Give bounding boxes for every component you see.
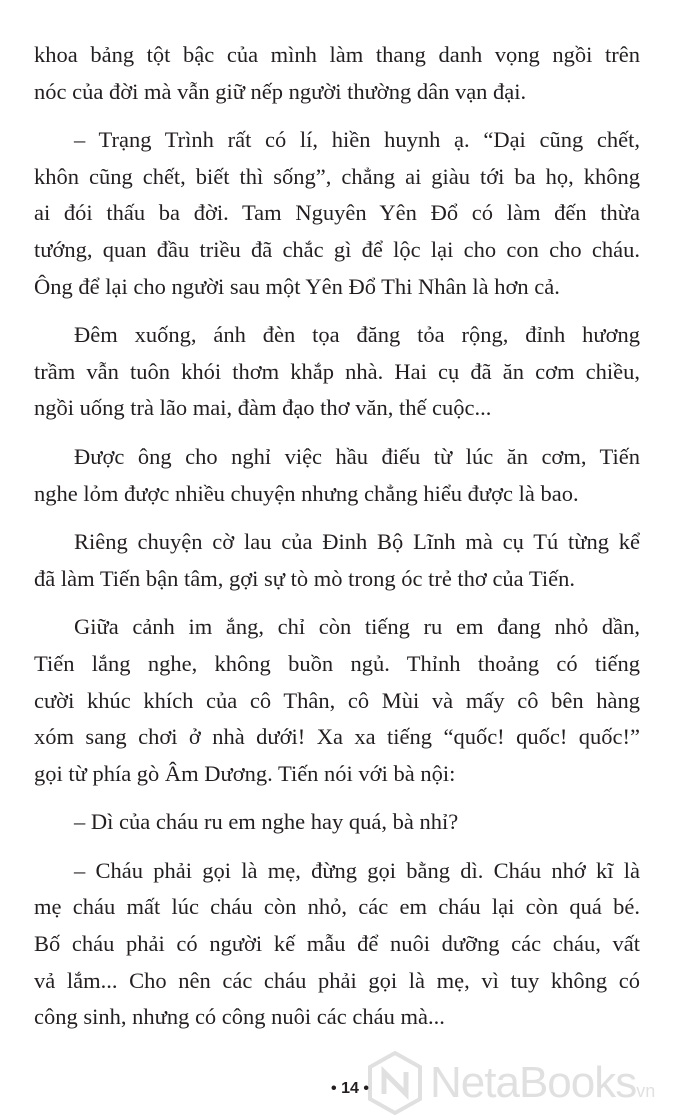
paragraph xyxy=(34,439,640,512)
watermark-text: NetaBooksvn xyxy=(430,1058,656,1107)
text-line: Riêng chuyện cờ lau của Đinh Bộ Lĩnh mà cụ Tú từng kể xyxy=(74,529,640,555)
text-line: khoa bảng tột bậc của mình làm thang danh vọng ngồi trên xyxy=(34,42,640,67)
text-line: nóc của đời mà vẫn giữ nếp người thường dân vạn đại. xyxy=(34,78,527,104)
page-number: • 14 • xyxy=(331,1080,369,1097)
text-line: gọi từ phía gò Âm Dương. Tiến nói với bà nội: xyxy=(34,760,456,786)
text-line: Giữa cảnh im ắng, chỉ còn tiếng ru em đang nhỏ dần, xyxy=(74,614,640,640)
text-line: khôn cũng chết, biết thì sống”, chẳng ai giàu tới ba họ, không xyxy=(34,163,640,189)
paragraph xyxy=(34,853,640,1036)
text-line: đã làm Tiến bận tâm, gợi sự tò mò trong óc trẻ thơ của Tiến. xyxy=(34,565,575,591)
text-line: – Trạng Trình rất có lí, hiền huynh ạ. “Dại cũng chết, xyxy=(74,127,640,153)
text-line: công sinh, nhưng có công nuôi các cháu mà... xyxy=(34,1004,445,1030)
text-line: xóm sang chơi ở nhà dưới! Xa xa tiếng “quốc! quốc! quốc!” xyxy=(34,724,640,750)
paragraph xyxy=(34,122,640,305)
text-line: Tiến lắng nghe, không buồn ngủ. Thỉnh thoảng có tiếng xyxy=(34,650,640,676)
netabooks-logo-icon xyxy=(366,1050,424,1116)
text-line: – Cháu phải gọi là mẹ, đừng gọi bằng dì. Cháu nhớ kĩ là xyxy=(74,857,640,883)
paragraph xyxy=(34,609,640,792)
text-line: ngồi uống trà lão mai, đàm đạo thơ văn, thế cuộc... xyxy=(34,395,492,421)
text-line: Ông để lại cho người sau một Yên Đổ Thi Nhân là hơn cả. xyxy=(34,273,560,299)
watermark xyxy=(366,1050,655,1116)
paragraph xyxy=(34,524,640,597)
text-line: Bố cháu phải có người kế mẫu để nuôi dưỡng các cháu, vất xyxy=(34,931,640,957)
text-line: – Dì của cháu ru em nghe hay quá, bà nhỉ? xyxy=(74,809,459,835)
text-line: mẹ cháu mất lúc cháu còn nhỏ, các em cháu lại còn quá bé. xyxy=(34,894,640,920)
text-line: Đêm xuống, ánh đèn tọa đăng tỏa rộng, đỉnh hương xyxy=(74,322,640,348)
text-line: trầm vẫn tuôn khói thơm khắp nhà. Hai cụ đã ăn cơm chiều, xyxy=(34,358,640,384)
text-line: nghe lỏm được nhiều chuyện nhưng chẳng hiểu được là bao. xyxy=(34,480,579,506)
text-line: Được ông cho nghỉ việc hầu điếu từ lúc ăn cơm, Tiến xyxy=(74,443,640,469)
text-line: tướng, quan đầu triều đã chắc gì để lộc lại cho con cho cháu. xyxy=(34,236,640,262)
paragraph xyxy=(34,804,640,841)
paragraph xyxy=(34,317,640,427)
text-line: ai đói thấu ba đời. Tam Nguyên Yên Đổ có làm đến thừa xyxy=(34,200,640,226)
page-body xyxy=(34,37,640,1048)
text-line: cười khúc khích của cô Thân, cô Mùi và mấy cô bên hàng xyxy=(34,687,640,713)
paragraph xyxy=(34,37,640,110)
text-line: vả lắm... Cho nên các cháu phải gọi là mẹ, vì tuy không có xyxy=(34,967,640,993)
